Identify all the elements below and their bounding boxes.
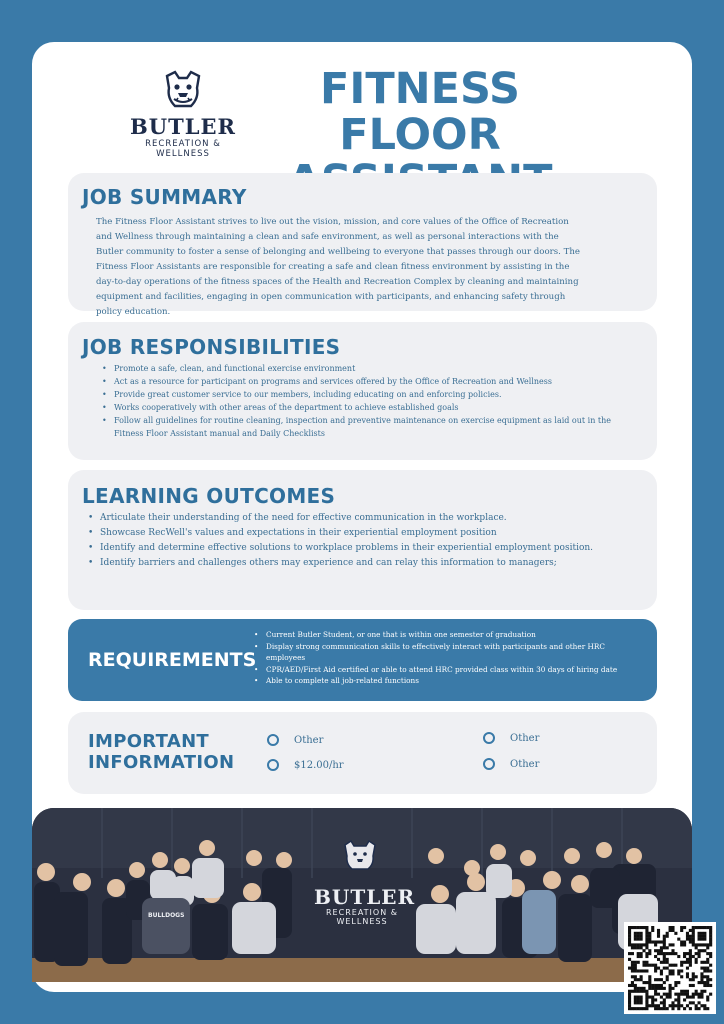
list-item: • Act as a resource for participant on programs and services offered by the Office of Recreation and Wellness bbox=[98, 375, 618, 388]
list-item: • Articulate their understanding of the need for effective communication in the workplace. bbox=[84, 511, 624, 526]
radio-icon[interactable] bbox=[483, 732, 495, 744]
logo-subtitle-1: RECREATION & bbox=[145, 139, 221, 149]
group-photo bbox=[32, 808, 692, 982]
important-info-panel bbox=[68, 712, 657, 794]
shirt-text: BULLDOGS bbox=[148, 912, 185, 919]
radio-icon[interactable] bbox=[267, 734, 279, 746]
list-item: • Works cooperatively with other areas of the department to achieve established goals bbox=[98, 401, 618, 414]
logo-subtitle-2: WELLNESS bbox=[156, 149, 210, 159]
job-summary-panel bbox=[68, 173, 657, 317]
butler-logo bbox=[128, 68, 238, 159]
title-line-1: FITNESS FLOOR bbox=[319, 64, 521, 160]
job-summary-text: The Fitness Floor Assistant strives to live out the vision, mission, and core values of the Office of Recreation and Wellness through maintaining a clean and safe environment, as well as personal interactions with the Butler community to foster a sense of belonging and wellbeing to everyone that passes through our doors. The Fitness Floor Assistants are responsible for creating a safe and clean fitness environment by assisting in the day-to-day operations of the fitness spaces of the Health and Recreation Complex by cleaning and maintaining equipment and facilities, engaging in open communication with participants, and enhancing safety through policy education. bbox=[96, 217, 580, 317]
list-item: • Provide great customer service to our members, including educating on and enforcing policies. bbox=[98, 388, 618, 401]
list-item: • CPR/AED/First Aid certified or able to attend HRC provided class within 30 days of hiring date bbox=[252, 664, 632, 676]
responsibilities-heading: JOB RESPONSIBILITIES bbox=[82, 335, 341, 359]
option-pay-rate[interactable] bbox=[267, 759, 344, 771]
option-other-2[interactable] bbox=[483, 732, 539, 744]
requirements-panel bbox=[68, 619, 657, 701]
list-item: • Promote a safe, clean, and functional exercise environment bbox=[98, 362, 618, 375]
list-item: • Identify barriers and challenges others may experience and can relay this information to managers; bbox=[84, 556, 624, 571]
list-item: • Display strong communication skills to effectively interact with participants and other HRC employees bbox=[252, 641, 632, 664]
wall-brand-sub-2: WELLNESS bbox=[336, 917, 388, 926]
wall-brand-name: BUTLER bbox=[314, 885, 416, 909]
option-label: Other bbox=[294, 734, 324, 746]
heading-line-2: INFORMATION bbox=[88, 752, 235, 773]
list-item: • Showcase RecWell's values and expectations in their experiential employment position bbox=[84, 526, 624, 541]
list-item: • Current Butler Student, or one that is within one semester of graduation bbox=[252, 629, 632, 641]
learning-outcomes-list bbox=[84, 511, 624, 571]
list-item: • Follow all guidelines for routine cleaning, inspection and preventive maintenance on exercise equipment as laid out in the Fitness Floor Assistant manual and Daily Checklists bbox=[98, 414, 618, 440]
job-summary-heading: JOB SUMMARY bbox=[82, 185, 247, 209]
qr-code-icon bbox=[624, 922, 716, 1014]
wall-brand bbox=[314, 885, 416, 926]
responsibilities-panel bbox=[68, 322, 657, 460]
responsibilities-list bbox=[98, 362, 618, 440]
important-info-heading bbox=[88, 731, 234, 773]
bulldog-icon bbox=[161, 68, 205, 112]
logo-brand: BUTLER bbox=[130, 114, 236, 139]
qr-code[interactable] bbox=[624, 922, 716, 1014]
wall-brand-sub-1: RECREATION & bbox=[326, 908, 398, 917]
radio-icon[interactable] bbox=[267, 759, 279, 771]
option-other-1[interactable] bbox=[267, 734, 323, 746]
learning-outcomes-heading: LEARNING OUTCOMES bbox=[82, 484, 336, 508]
requirements-list bbox=[252, 629, 632, 687]
option-label: Other bbox=[510, 758, 540, 770]
option-label: $12.00/hr bbox=[294, 759, 344, 771]
requirements-heading: REQUIREMENTS bbox=[88, 649, 257, 671]
learning-outcomes-panel bbox=[68, 470, 657, 610]
list-item: • Identify and determine effective solutions to workplace problems in their experiential employment position. bbox=[84, 541, 624, 556]
list-item: • Able to complete all job-related functions bbox=[252, 675, 632, 687]
option-other-3[interactable] bbox=[483, 758, 539, 770]
option-label: Other bbox=[510, 732, 540, 744]
heading-line-1: IMPORTANT bbox=[88, 731, 210, 752]
radio-icon[interactable] bbox=[483, 758, 495, 770]
